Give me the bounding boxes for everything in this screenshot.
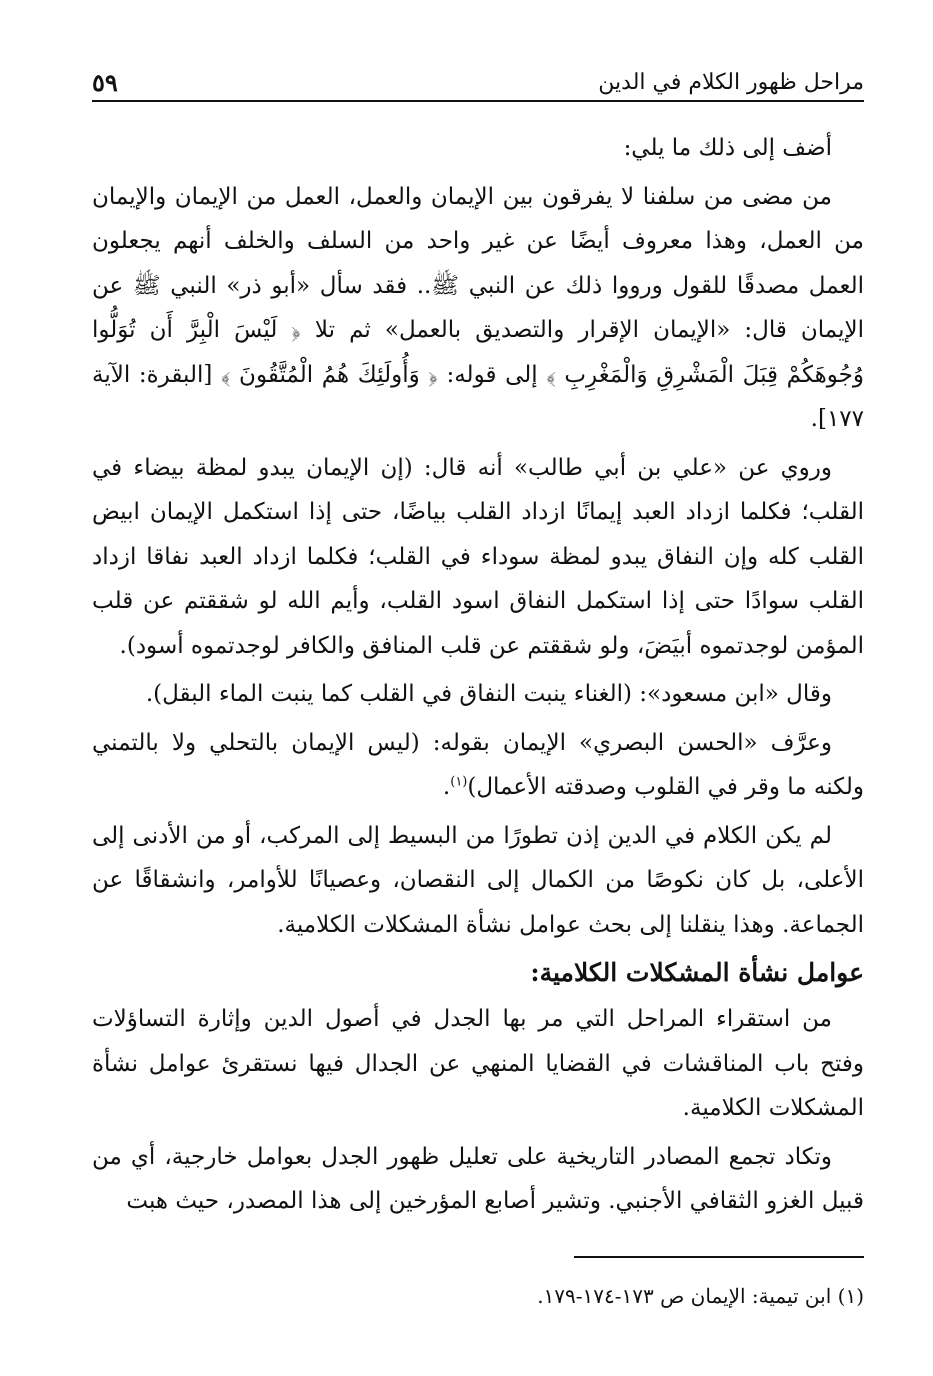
page-body (92, 126, 864, 1228)
paragraph-induction: من استقراء المراحل التي مر بها الجدل في أصول الدين وإثارة التساؤلات وفتح باب المناقشات في القضايا المنهي عن الجدال فيها نستقرئ عوامل نشأة المشكلات الكلامية. (92, 1006, 864, 1121)
page-number: ٥٩ (92, 68, 118, 97)
footnote-divider (574, 1256, 864, 1258)
running-header (92, 68, 864, 98)
paragraph-faith-and-deeds: من مضى من سلفنا لا يفرقون بين الإيمان والعمل، العمل من الإيمان والإيمان من العمل، وهذا معروف أيضًا عن غير واحد من السلف والخلف أنهم يجعلون العمل مصدقًا للقول ورووا ذلك عن النبي ﷺ.. فقد سأل «أبو ذر» النبي ﷺ عن الإيمان قال: «الإيمان الإقرار والتصديق بالعمل» ثم تلا ﴿ لَيْسَ الْبِرَّ أَن تُوَلُّوا وُجُوهَكُمْ قِبَلَ الْمَشْرِقِ وَالْمَغْرِبِ ﴾ إلى قوله: ﴿ وَأُولَئِكَ هُمُ الْمُتَّقُونَ ﴾ [البقرة: الآية ١٧٧]. (92, 183, 864, 432)
running-header-title: مراحل ظهور الكلام في الدين (598, 70, 864, 95)
paragraph-ali-narration: وروي عن «علي بن أبي طالب» أنه قال: (إن الإيمان يبدو لمظة بيضاء في القلب؛ فكلما ازداد العبد إيمانًا ازداد القلب بياضًا، حتى إذا استكمل الإيمان ابيض القلب كله وإن النفاق يبدو لمظة سوداء في القلب؛ فكلما ازداد العبد نفاقا ازداد القلب سوادًا حتى إذا استكمل النفاق اسود القلب، وأيم الله لو شققتم عن قلب المؤمن لوجدتموه أبيَضَ، ولو شققتم عن قلب المنافق والكافر لوجدتموه أسود). (92, 454, 864, 659)
paragraph-hasan-basri (92, 721, 864, 810)
footnote-reference: (١) (450, 774, 468, 790)
section-heading: عوامل نشأة المشكلات الكلامية: (530, 958, 864, 987)
header-divider (92, 100, 864, 102)
paragraph-intro: أضف إلى ذلك ما يلي: (623, 135, 832, 161)
paragraph-hasan-basri-end: . (442, 774, 451, 800)
paragraph-ibn-masud: وقال «ابن مسعود»: (الغناء ينبت النفاق في القلب كما ينبت الماء البقل). (145, 681, 832, 707)
paragraph-historical-sources: وتكاد تجمع المصادر التاريخية على تعليل ظهور الجدل بعوامل خارجية، أي من قبيل الغزو الثقافي الأجنبي. وتشير أصابع المؤرخين إلى هذا المصدر، حيث هبت (92, 1143, 864, 1214)
paragraph-kalam-regression: لم يكن الكلام في الدين إذن تطورًا من البسيط إلى المركب، أو من الأدنى إلى الأعلى، بل كان نكوصًا من الكمال إلى النقصان، وعصيانًا للأوامر، وانشقاقًا عن الجماعة. وهذا ينقلنا إلى بحث عوامل نشأة المشكلات الكلامية. (92, 822, 864, 938)
paragraph-hasan-basri-text: وعرَّف «الحسن البصري» الإيمان بقوله: (ليس الإيمان بالتحلي ولا بالتمني ولكنه ما وقر في القلوب وصدقته الأعمال) (92, 729, 864, 800)
footnote: (١) ابن تيمية: الإيمان ص ١٧٣-١٧٤-١٧٩. (537, 1284, 864, 1308)
